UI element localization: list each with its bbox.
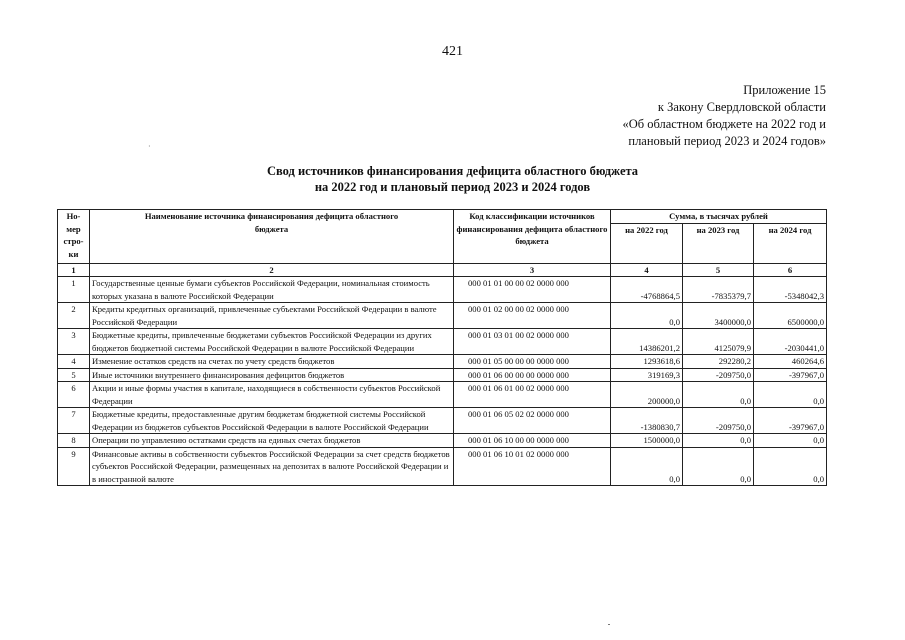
amount-2024: 6500000,0 [754, 303, 827, 329]
amount-2022: 1500000,0 [611, 434, 683, 448]
amount-2022: 0,0 [611, 303, 683, 329]
title-line: на 2022 год и плановый период 2023 и 2024 годов [314, 180, 591, 194]
amount-2024: 0,0 [754, 434, 827, 448]
amount-2024: -5348042,3 [754, 277, 827, 303]
column-number: 2 [90, 263, 454, 277]
header-2023: на 2023 год [683, 223, 754, 263]
column-number: 3 [454, 263, 611, 277]
source-name: Кредиты кредитных организаций, привлеченные субъектами Российской Федерации в валюте Российской Федерации [90, 303, 454, 329]
classification-code: 000 01 06 10 00 00 0000 000 [454, 434, 611, 448]
header-row-number: Но-мер стро-ки [58, 210, 90, 264]
table-row [58, 368, 827, 382]
header-2024: на 2024 год [754, 223, 827, 263]
amount-2022: -4768864,5 [611, 277, 683, 303]
column-number: 1 [58, 263, 90, 277]
amount-2022: 319169,3 [611, 368, 683, 382]
amount-2023: 3400000,0 [683, 303, 754, 329]
column-number-row [58, 263, 827, 277]
appendix-line: плановый период 2023 и 2024 годов» [628, 134, 826, 148]
table-row [58, 277, 827, 303]
source-name: Операции по управлению остатками средств на единых счетах бюджетов [90, 434, 454, 448]
appendix-note [622, 82, 826, 150]
column-number: 4 [611, 263, 683, 277]
row-number: 4 [58, 355, 90, 369]
header-2022: на 2022 год [611, 223, 683, 263]
classification-code: 000 01 06 00 00 00 0000 000 [454, 368, 611, 382]
classification-code: 000 01 02 00 00 02 0000 000 [454, 303, 611, 329]
source-name: Иные источники внутреннего финансирования дефицитов бюджетов [90, 368, 454, 382]
source-name: Бюджетные кредиты, привлеченные бюджетами субъектов Российской Федерации из других бюджетов бюджетной системы Российской Федерации в валюте Российской Федерации [90, 329, 454, 355]
financing-sources-table [57, 209, 827, 486]
appendix-line: «Об областном бюджете на 2022 год и [622, 117, 826, 131]
classification-code: 000 01 06 01 00 02 0000 000 [454, 382, 611, 408]
row-number: 6 [58, 382, 90, 408]
table-row [58, 329, 827, 355]
amount-2024: -2030441,0 [754, 329, 827, 355]
table-row [58, 303, 827, 329]
amount-2023: 292280,2 [683, 355, 754, 369]
row-number: 1 [58, 277, 90, 303]
amount-2022: 200000,0 [611, 382, 683, 408]
amount-2023: -209750,0 [683, 408, 754, 434]
table-row [58, 408, 827, 434]
row-number: 3 [58, 329, 90, 355]
amount-2022: 1293618,6 [611, 355, 683, 369]
source-name: Государственные ценные бумаги субъектов Российской Федерации, номинальная стоимость которых указана в валюте Российской Федерации [90, 277, 454, 303]
column-number: 5 [683, 263, 754, 277]
page-number: 421 [442, 44, 463, 59]
row-number: 8 [58, 434, 90, 448]
amount-2024: 0,0 [754, 447, 827, 486]
document-title [0, 163, 905, 195]
amount-2023: -209750,0 [683, 368, 754, 382]
classification-code: 000 01 01 00 00 02 0000 000 [454, 277, 611, 303]
source-name: Изменение остатков средств на счетах по учету средств бюджетов [90, 355, 454, 369]
amount-2022: -1380830,7 [611, 408, 683, 434]
table-row [58, 447, 827, 486]
source-name: Акции и иные формы участия в капитале, находящиеся в собственности субъектов Российской Федерации [90, 382, 454, 408]
amount-2024: -397967,0 [754, 408, 827, 434]
scan-mark [608, 624, 610, 625]
header-classification-code: Код классификации источников финансирования дефицита областного бюджета [454, 210, 611, 264]
table-row [58, 434, 827, 448]
source-name: Бюджетные кредиты, предоставленные другим бюджетам бюджетной системы Российской Федерации из бюджетов субъектов Российской Федерации в валюте Российской Федерации [90, 408, 454, 434]
amount-2023: 0,0 [683, 382, 754, 408]
source-name: Финансовые активы в собственности субъектов Российской Федерации за счет средств бюджетов субъектов Российской Федерации, размещенных на депозитах в валюте Российской Федерации и в иностранной валюте [90, 447, 454, 486]
classification-code: 000 01 03 01 00 02 0000 000 [454, 329, 611, 355]
header-sum: Сумма, в тысячах рублей [611, 210, 827, 224]
appendix-line: Приложение 15 [743, 83, 826, 97]
classification-code: 000 01 05 00 00 00 0000 000 [454, 355, 611, 369]
amount-2023: 4125079,9 [683, 329, 754, 355]
table-row [58, 355, 827, 369]
row-number: 9 [58, 447, 90, 486]
row-number: 7 [58, 408, 90, 434]
amount-2023: -7835379,7 [683, 277, 754, 303]
amount-2024: 0,0 [754, 382, 827, 408]
header-source-name: Наименование источника финансирования дефицита областного бюджета [90, 210, 454, 264]
row-number: 5 [58, 368, 90, 382]
amount-2023: 0,0 [683, 447, 754, 486]
column-number: 6 [754, 263, 827, 277]
appendix-line: к Закону Свердловской области [657, 100, 826, 114]
amount-2022: 0,0 [611, 447, 683, 486]
amount-2024: 460264,6 [754, 355, 827, 369]
table-row [58, 382, 827, 408]
amount-2023: 0,0 [683, 434, 754, 448]
amount-2022: 14386201,2 [611, 329, 683, 355]
classification-code: 000 01 06 05 02 02 0000 000 [454, 408, 611, 434]
scan-speck: · [148, 142, 151, 151]
row-number: 2 [58, 303, 90, 329]
amount-2024: -397967,0 [754, 368, 827, 382]
title-line: Свод источников финансирования дефицита областного бюджета [266, 164, 639, 178]
classification-code: 000 01 06 10 01 02 0000 000 [454, 447, 611, 486]
